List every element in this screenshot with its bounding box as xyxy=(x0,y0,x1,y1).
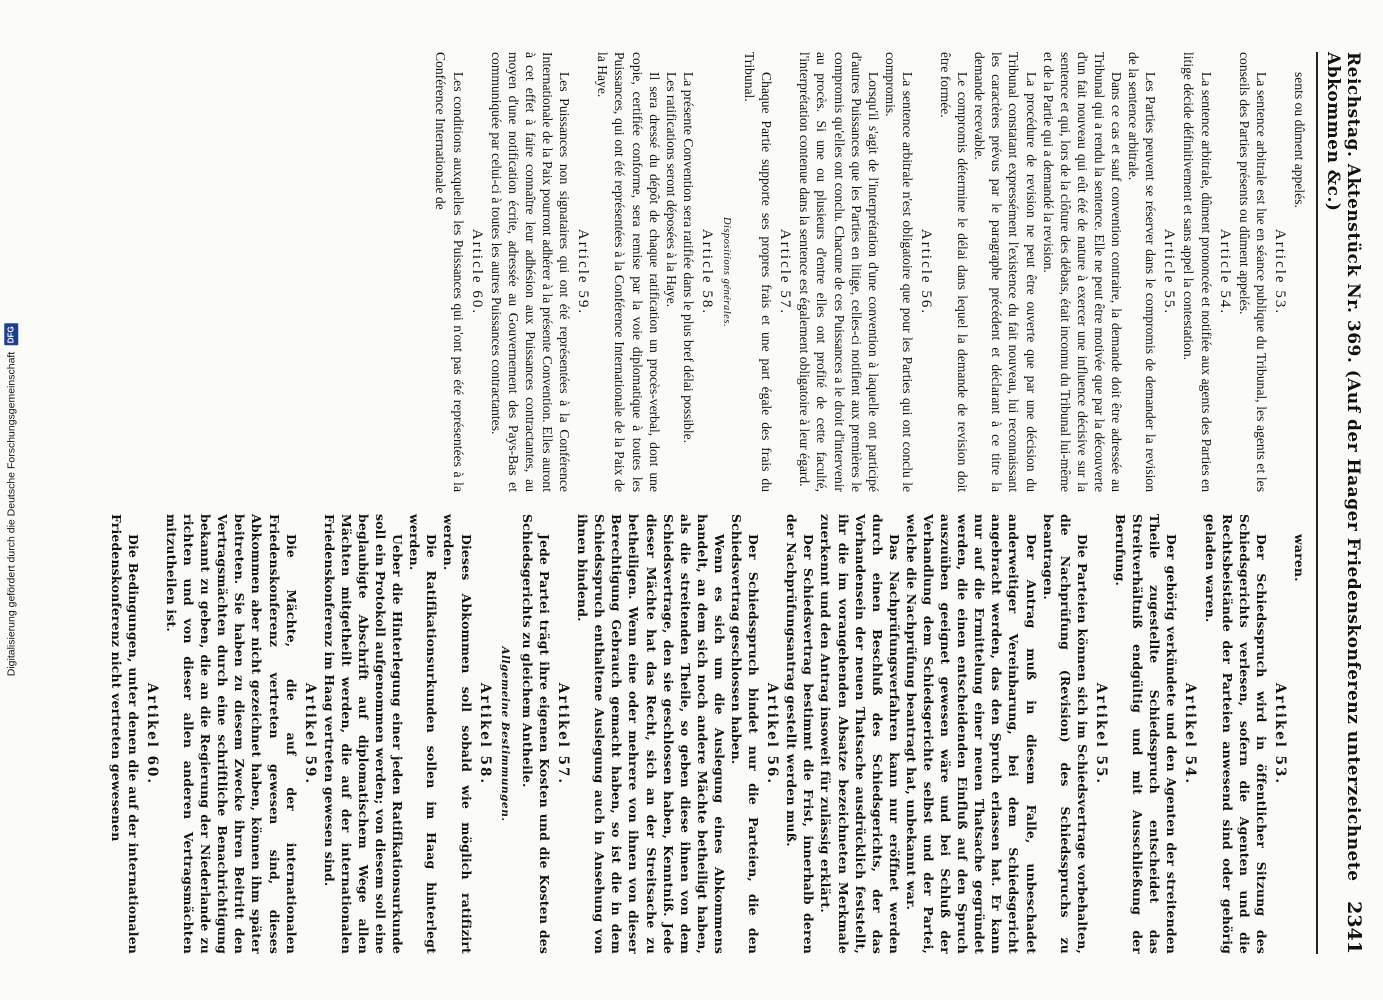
article-heading: Artikel 58. xyxy=(476,682,493,786)
article-heading: Article 54. xyxy=(1216,228,1233,316)
paragraph: Der Antrag muß in diesem Falle, unbeschadet anderweitiger Vereinbarung, bei dem Schiedsgericht angebracht werden, das den Spruch erlassen hat. Er kann nur auf die Ermittelung einer neuen Thatsache gegründet werden, die einen entscheidenden Einfluß auf den Spruch auszuüben geeignet gewesen wäre und bei Schluß der Verhandlung dem Schiedsgerichte selbst und der Partei, welche die Nachprüfung beantragt hat, unbekannt war. xyxy=(903,514,1039,954)
paragraph: Les conditions auxquelles les Puissances qui n'ont pas été représentées à la Conférence Internationale de xyxy=(433,52,466,492)
paragraph: sents ou dûment appelés. xyxy=(1292,72,1307,208)
paragraph: Le compromis détermine le délai dans lequel la demande de revision doit être formée. xyxy=(938,52,971,492)
article-heading: Article 53. xyxy=(1271,228,1288,316)
article-heading: Article 58. xyxy=(698,228,715,316)
article-heading: Artikel 57. xyxy=(555,682,572,786)
paragraph: Les ratifications seront déposées à la Haye. xyxy=(663,72,679,308)
footer-credit: Digitalisierung gefördert durch die Deutsche Forschungsgemeinschaft xyxy=(5,351,18,677)
paragraph: Il sera dressé du dépôt de chaque ratification un procès-verbal, dont une copie, certifiée conforme, sera remise par la voie diplomatique à toutes les Puissances, qui ont été représentées à la Conférence Internationale de la Paix de la Haye. xyxy=(595,52,662,492)
paragraph: Der Schiedsspruch bindet nur die Parteien, die den Schiedsvertrag geschlossen haben. xyxy=(729,514,762,954)
paragraph: Chaque Partie supporte ses propres frais et une part égale des frais du Tribunal. xyxy=(742,52,775,492)
article-heading: Artikel 59. xyxy=(301,682,318,786)
dfg-logo-icon: DFG xyxy=(4,324,18,346)
article-heading: Article 57. xyxy=(777,228,794,316)
paragraph: Dieses Abkommen soll sobald wie möglich ratifizirt werden. xyxy=(441,514,474,954)
paragraph: Die Mächte, die auf der internationalen Friedenskonferenz vertreten gewesen sind, dieses Abkommen aber nicht gezeichnet haben, können ihm später beitreten. Sie haben zu diesem Zwecke ihren Beitritt den Vertragsmächten durch eine schriftliche Benachrichtigung bekannt zu geben, die an die Regierung der Niederlande zu richten und von dieser allen anderen Vertragsmächten mitzutheilen ist. xyxy=(164,514,299,954)
paragraph: Die Bedingungen, unter denen die auf der internationalen Friedenskonferenz nicht vertreten gewesenen xyxy=(108,514,141,954)
article-heading: Artikel 56. xyxy=(764,682,781,786)
paragraph: Die Parteien können sich im Schiedsvertrage vorbehalten, die Nachprüfung (Revision) des Schiedsspruchs zu beantragen. xyxy=(1040,514,1090,954)
paragraph: Der Schiedsspruch wird in öffentlicher Sitzung des Schiedsgerichts verlesen, sofern die Agenten und die Rechtsbeistände der Parteien anwesend sind oder gehörig geladen waren. xyxy=(1202,514,1269,954)
french-column xyxy=(108,52,1308,492)
paragraph: waren. xyxy=(1292,534,1307,582)
page-title: Reichstag. Aktenstück Nr. 369. (Auf der Haager Friedenskonferenz unterzeichnete Abkommen &c.) xyxy=(1323,52,1363,882)
paragraph: La sentence arbitrale n'est obligatoire que pour les Parties qui ont conclu le compromis. xyxy=(882,52,915,492)
footer-credit-strip xyxy=(0,0,22,1000)
page-header xyxy=(1316,52,1365,954)
paragraph: Dans ce cas et sauf convention contraire, la demande doit être adressée au Tribunal qui a rendu la sentence. Elle ne peut être motivée que par la découverte d'un fait nouveau qui eût été de nature à exercer une influence décisive sur la sentence et qui, lors de la clôture des débats, était inconnu du Tribunal lui-même et de la Partie qui a demandé la revision. xyxy=(1040,52,1125,492)
paragraph: La procédure de revision ne peut être ouverte que par une décision du Tribunal constatant expressément l'existence du fait nouveau, lui reconnaissant les caractères prévus par le paragraphe précédent et déclarant à ce titre la demande recevable. xyxy=(972,52,1039,492)
article-heading: Article 59. xyxy=(575,228,592,316)
article-heading: Artikel 55. xyxy=(1092,682,1109,786)
paragraph: Das Nachprüfungsverfahren kann nur eröffnet werden durch einen Beschluß des Schiedsgerichts, der das Vorhandensein der neuen Thatsache ausdrücklich feststellt, ihr die im vorangehenden Absatze bezeichneten Merkmale zuerkennt und den Antrag insoweit für zulässig erklärt. xyxy=(818,514,902,954)
paragraph: Les Puissances non signataires qui ont été représentées à la Conférence Internationale de la Paix pourront adhérer à la présente Convention. Elles auront à cet effet à faire connaître leur adhésion aux Puissances contractantes, au moyen d'une notification écrite, adressée au Gouvernement des Pays-Bas et communiquée par celui-ci à toutes les autres Puissances contractantes. xyxy=(488,52,573,492)
text-columns xyxy=(108,52,1308,954)
paragraph: La sentence arbitrale, dûment prononcée et notifiée aux agents des Parties en litige décide définitivement et sans appel la contestation. xyxy=(1181,52,1214,492)
article-heading: Article 60. xyxy=(468,228,485,316)
paragraph: Les Parties peuvent se réserver dans le compromis de demander la revision de la sentence arbitrale. xyxy=(1126,52,1159,492)
paragraph: La sentence arbitrale est lue en séance publique du Tribunal, les agents et les conseils des Parties présents ou dûment appelés. xyxy=(1236,52,1269,492)
paragraph: Wenn es sich um die Auslegung eines Abkommens handelt, an dem sich noch andere Mächte betheiligt haben, als die streitenden Theile, so geben diese ihnen von dem Schiedsvertrage, den sie geschlossen haben, Kenntniß. Jede dieser Mächte hat das Recht, sich an der Streitsache zu betheiligen. Wenn eine oder mehrere von ihnen von dieser Berechtigung Gebrauch gemacht haben, so ist die in dem Schiedsspruch enthaltene Auslegung auch in Ansehung von ihnen bindend. xyxy=(575,514,727,954)
article-heading: Article 56. xyxy=(918,228,935,316)
paragraph: Der gehörig verkündete und den Agenten der streitenden Theile zugestellte Schiedsspruch entscheidet das Streitverhältniß endgültig und mit Ausschließung der Berufung. xyxy=(1113,514,1180,954)
paragraph: Die Ratifikationsurkunden sollen im Haag hinterlegt werden. xyxy=(407,514,440,954)
german-column xyxy=(108,514,1308,954)
article-heading: Artikel 60. xyxy=(143,682,160,786)
article-heading: Artikel 53. xyxy=(1271,682,1288,786)
paragraph: Lorsqu'il s'agit de l'interprétation d'une convention à laquelle ont participé d'autres Puissances que les Parties en litige, celles-ci notifient aux premières le compromis qu'elles ont conclu. Chacune de ces Puissances a le droit d'intervenir au procès. Si une ou plusieurs d'entre elles ont profité de cette faculté, l'interprétation contenue dans la sentence est également obligatoire à leur égard. xyxy=(797,52,881,492)
section-heading: Dispositions générales. xyxy=(721,216,732,328)
paragraph: La présente Convention sera ratifiée dans le plus bref délai possible. xyxy=(680,72,696,444)
paragraph: Jede Partei trägt ihre eigenen Kosten und die Kosten des Schiedsgerichts zu gleichem Antheile. xyxy=(519,514,552,954)
page-number: 2341 xyxy=(1343,901,1365,954)
paragraph: Ueber die Hinterlegung einer jeden Ratifikationsurkunde soll ein Protokoll aufgenommen werden; von diesem soll eine beglaubigte Abschrift auf diplomatischem Wege allen Mächten mitgetheilt werden, die auf der internationalen Friedenskonferenz im Haag vertreten gewesen sind. xyxy=(321,514,406,954)
paragraph: Der Schiedsvertrag bestimmt die Frist, innerhalb deren der Nachprüfungsantrag gestellt werden muß. xyxy=(784,514,817,954)
article-heading: Article 55. xyxy=(1161,228,1178,316)
article-heading: Artikel 54. xyxy=(1182,682,1199,786)
section-heading: Allgemeine Bestimmungen. xyxy=(498,646,511,822)
